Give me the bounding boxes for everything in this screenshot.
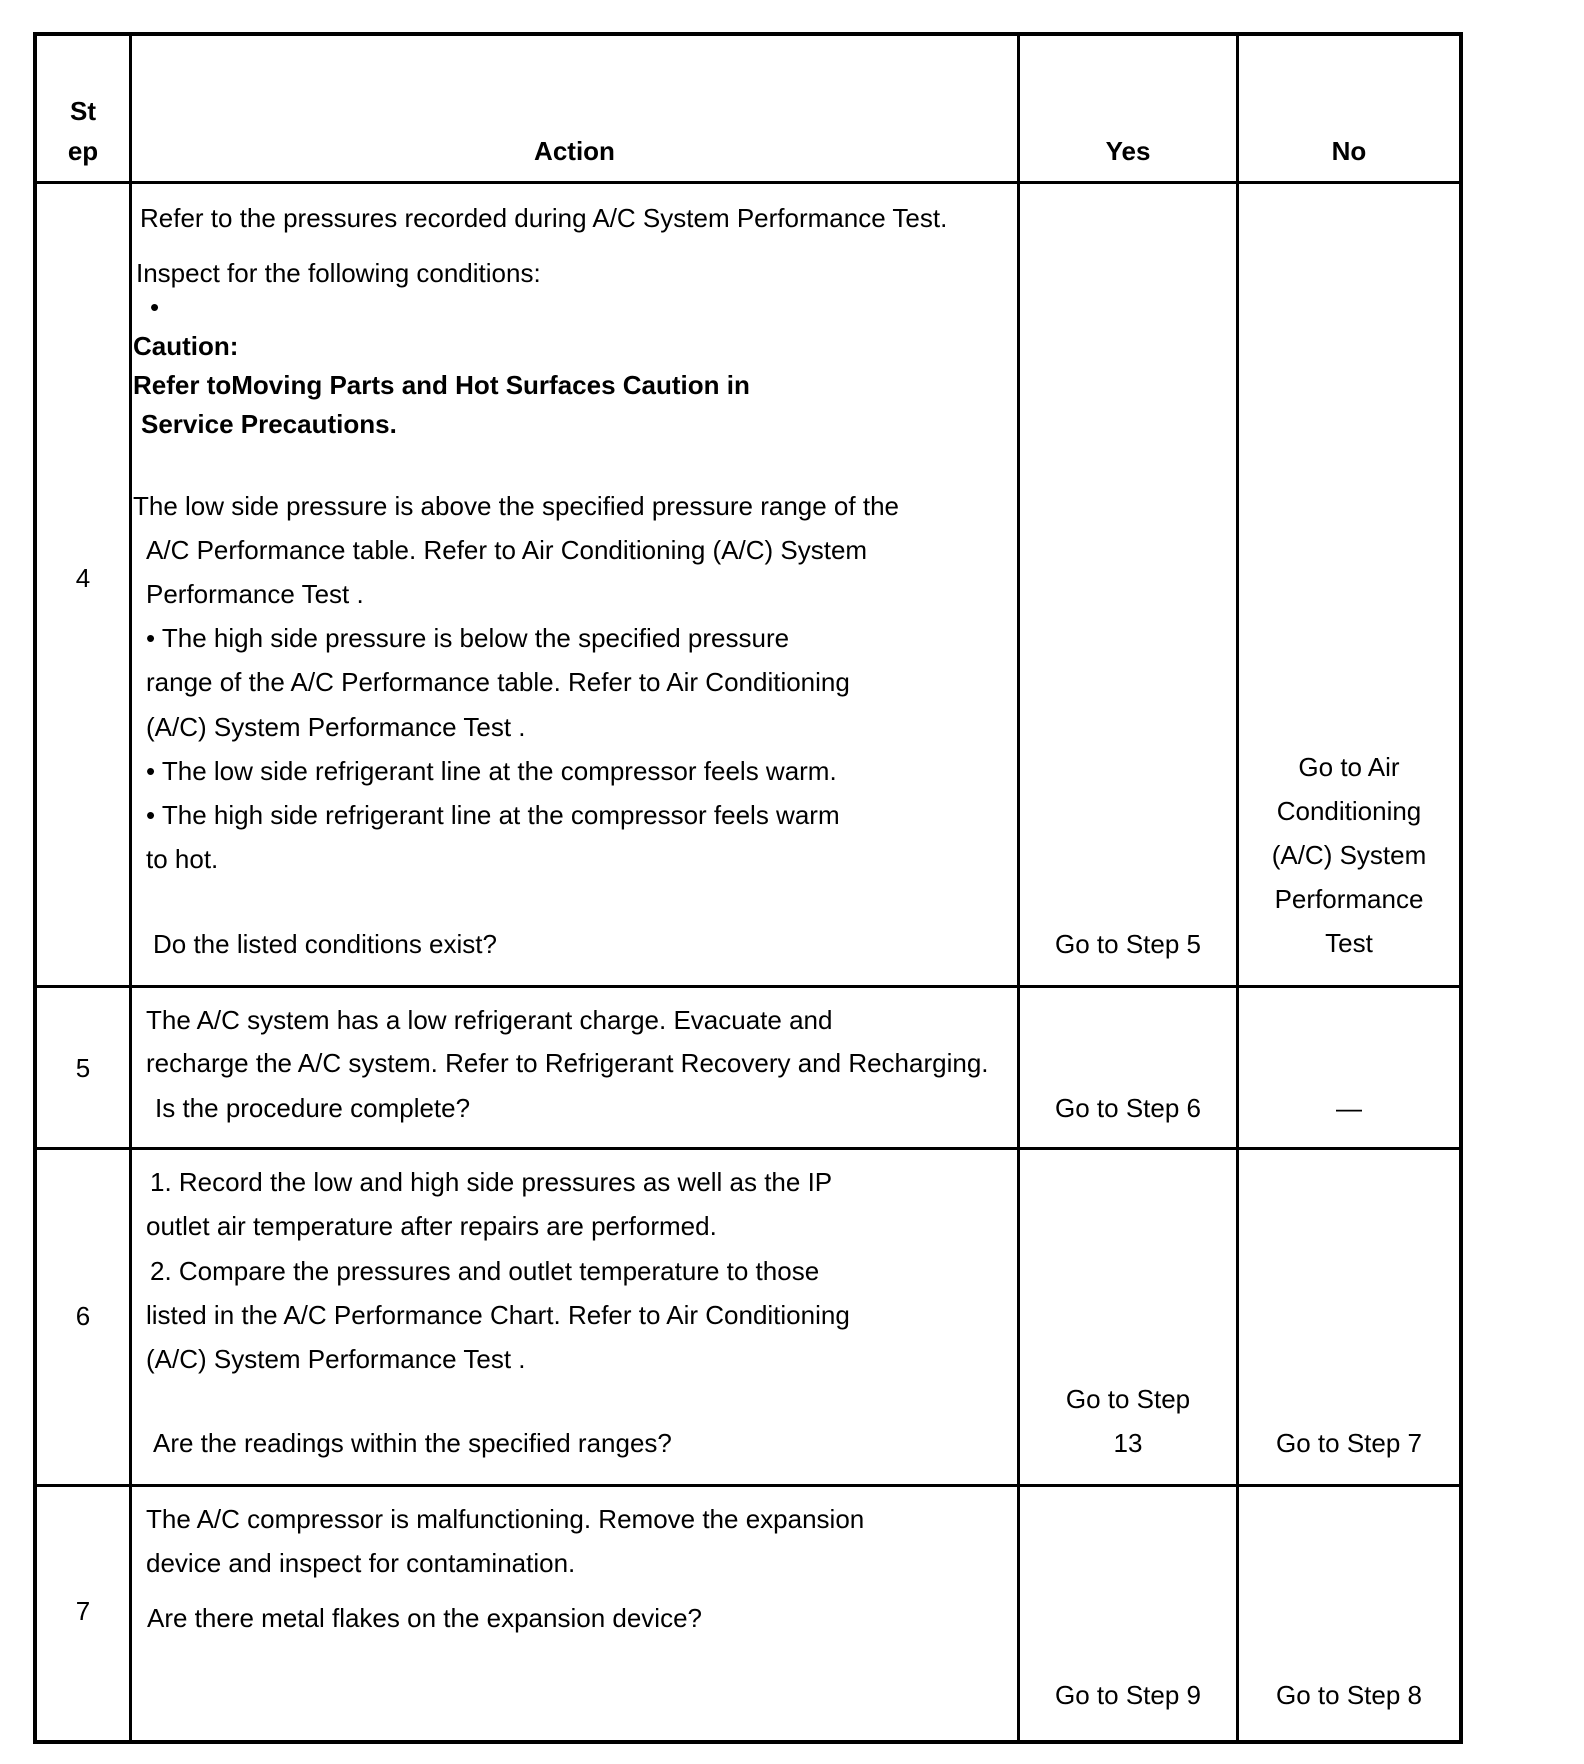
step5-question: Is the procedure complete? xyxy=(155,1093,471,1123)
step4-no xyxy=(1239,745,1459,965)
header-no: No xyxy=(1331,136,1367,166)
step4-bullet: • xyxy=(150,292,160,322)
step5-line2: recharge the A/C system. Refer to Refrigerant Recovery and Recharging. xyxy=(146,1048,989,1078)
step7-line2: device and inspect for contamination. xyxy=(146,1548,576,1578)
row-divider-step6 xyxy=(37,1484,1459,1487)
step4-inspect: Inspect for the following conditions: xyxy=(136,258,541,288)
step4-cond1-line1: The low side pressure is above the specified pressure range of the xyxy=(133,491,899,521)
step4-cond1-line2: A/C Performance table. Refer to Air Conditioning (A/C) System xyxy=(146,535,868,565)
step7-question: Are there metal flakes on the expansion device? xyxy=(147,1603,703,1633)
step4-cond2-line2: range of the A/C Performance table. Refer to Air Conditioning xyxy=(146,667,850,697)
step4-caution-line1: Refer toMoving Parts and Hot Surfaces Caution in xyxy=(133,370,750,400)
step6-yes-line1: Go to Step xyxy=(1065,1384,1191,1414)
diagnostic-table xyxy=(33,32,1463,1744)
step6-question: Are the readings within the specified ranges? xyxy=(153,1428,672,1458)
step-number-4: 4 xyxy=(75,563,91,593)
header-step xyxy=(37,91,129,171)
step4-cond3: • The low side refrigerant line at the compressor feels warm. xyxy=(146,756,837,786)
step7-no: Go to Step 8 xyxy=(1276,1680,1422,1710)
header-action: Action xyxy=(534,136,615,166)
step4-cond4-line2: to hot. xyxy=(146,844,219,874)
step7-yes: Go to Step 9 xyxy=(1055,1680,1201,1710)
step4-cond2-line1: • The high side pressure is below the specified pressure xyxy=(146,623,790,653)
step-number-7: 7 xyxy=(75,1596,91,1626)
step7-line1: The A/C compressor is malfunctioning. Remove the expansion xyxy=(146,1504,865,1534)
step4-no-line4: Performance xyxy=(1274,884,1424,914)
step4-no-line2: Conditioning xyxy=(1276,796,1422,826)
step6-no: Go to Step 7 xyxy=(1276,1428,1422,1458)
header-step-line1: St xyxy=(70,96,96,126)
step-number-6: 6 xyxy=(75,1301,91,1331)
step-number-5: 5 xyxy=(75,1053,91,1083)
step6-yes xyxy=(1020,1377,1236,1465)
step6-line3: 2. Compare the pressures and outlet temperature to those xyxy=(150,1256,820,1286)
step6-line2: outlet air temperature after repairs are performed. xyxy=(146,1211,717,1241)
row-divider-step4 xyxy=(37,985,1459,988)
step4-cond2-line3: (A/C) System Performance Test . xyxy=(146,712,526,742)
step6-line5: (A/C) System Performance Test . xyxy=(146,1344,526,1374)
step6-yes-line2: 13 xyxy=(1113,1428,1143,1458)
step4-no-line5: Test xyxy=(1325,928,1373,958)
step6-line1: 1. Record the low and high side pressures as well as the IP xyxy=(150,1167,833,1197)
step4-no-line3: (A/C) System xyxy=(1271,840,1427,870)
step5-yes: Go to Step 6 xyxy=(1055,1093,1201,1123)
step4-cond4-line1: • The high side refrigerant line at the compressor feels warm xyxy=(146,800,840,830)
step4-no-line1: Go to Air xyxy=(1298,752,1400,782)
step4-caution-line2: Service Precautions. xyxy=(141,409,397,439)
step4-cond1-line3: Performance Test . xyxy=(146,579,364,609)
header-step-line2: ep xyxy=(67,136,99,166)
step6-line4: listed in the A/C Performance Chart. Refer to Air Conditioning xyxy=(146,1300,850,1330)
step4-caution-title: Caution: xyxy=(133,331,239,361)
row-divider-step5 xyxy=(37,1147,1459,1150)
header-yes: Yes xyxy=(1105,136,1151,166)
step5-line1: The A/C system has a low refrigerant charge. Evacuate and xyxy=(146,1005,833,1035)
step4-question: Do the listed conditions exist? xyxy=(153,929,497,959)
row-divider-header xyxy=(37,181,1459,184)
step4-intro: Refer to the pressures recorded during A/C System Performance Test. xyxy=(140,203,948,233)
step4-yes: Go to Step 5 xyxy=(1055,929,1201,959)
step5-no: — xyxy=(1336,1093,1362,1123)
